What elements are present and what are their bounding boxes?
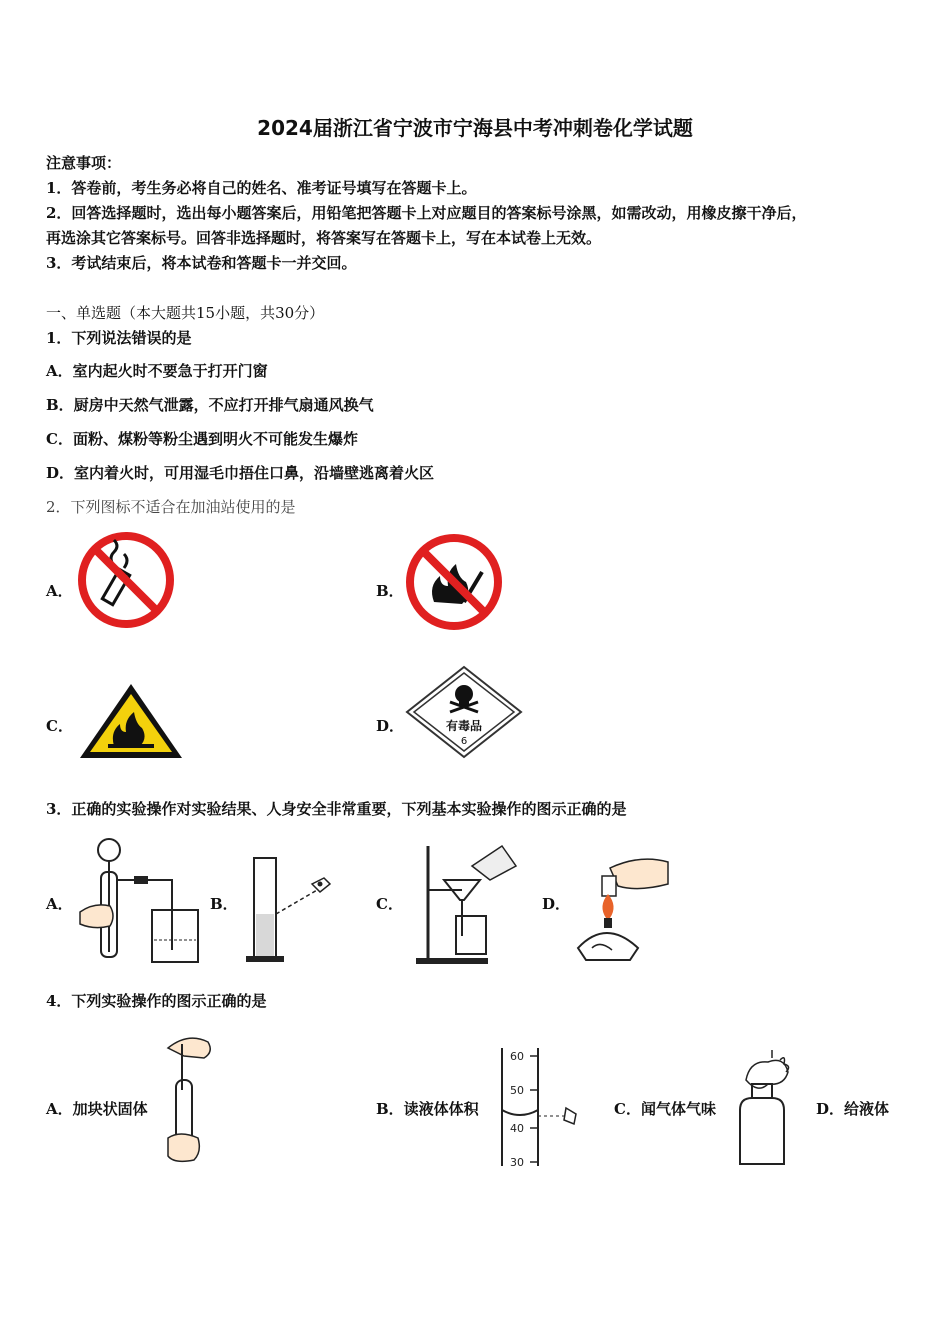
test-tube-adding-solid-icon [160, 1030, 220, 1168]
filtration-apparatus-icon [410, 836, 530, 968]
q2-label-a: A． [46, 582, 73, 600]
q1-option-b: B．厨房中天然气泄露，不应打开排气扇通风换气 [46, 396, 374, 414]
notice-item: 1．答卷前，考生务必将自己的姓名、准考证号填写在答题卡上。 [46, 179, 477, 197]
q1-stem: 1．下列说法错误的是 [46, 329, 192, 347]
notice-heading: 注意事项： [46, 154, 122, 172]
toxic-substance-sign-icon [404, 664, 524, 760]
cylinder-tick-label: 60 [510, 1050, 524, 1063]
q1-option-d: D．室内着火时，可用湿毛巾捂住口鼻，沿墙壁逃离着火区 [46, 464, 435, 482]
q2-label-d: D． [376, 717, 405, 735]
notice-item: 2．回答选择题时，选出每小题答案后，用铅笔把答题卡上对应题目的答案标号涂黑，如需改动，用橡皮擦干净后， [46, 204, 807, 222]
no-open-flame-sign-icon [404, 532, 504, 632]
q2-stem: 2．下列图标不适合在加油站使用的是 [46, 498, 296, 516]
gas-bottle-smelling-icon [724, 1050, 808, 1172]
alcohol-lamp-lighting-icon [570, 848, 680, 968]
q4-option-d: D．给液体 [816, 1100, 890, 1118]
page-title: 2024届浙江省宁波市宁海县中考冲刺卷化学试题 [257, 116, 693, 140]
graduated-cylinder-reading-icon [240, 852, 340, 967]
q4-stem: 4．下列实验操作的图示正确的是 [46, 992, 267, 1010]
notice-item: 再选涂其它答案标号。回答非选择题时，将答案写在答题卡上，写在本试卷上无效。 [46, 229, 602, 247]
notice-item: 3．考试结束后，将本试卷和答题卡一并交回。 [46, 254, 357, 272]
q4-option-c: C．闻气体气味 [614, 1100, 716, 1118]
q2-label-c: C． [46, 717, 73, 735]
q3-label-a: A． [46, 895, 73, 913]
volume-reading-cylinder-icon [494, 1044, 594, 1170]
q3-label-b: B． [210, 895, 238, 913]
flammable-warning-icon [76, 680, 186, 762]
q3-stem: 3．正确的实验操作对实验结果、人身安全非常重要，下列基本实验操作的图示正确的是 [46, 800, 627, 818]
q3-label-d: D． [542, 895, 571, 913]
q1-option-a: A．室内起火时不要急于打开门窗 [46, 362, 268, 380]
cylinder-tick-label: 50 [510, 1084, 524, 1097]
q4-option-a: A．加块状固体 [46, 1100, 148, 1118]
airtightness-check-apparatus-icon [74, 832, 204, 967]
section-heading: 一、单选题（本大题共15小题，共30分） [46, 304, 325, 322]
cylinder-tick-label: 40 [510, 1122, 524, 1135]
q1-option-c: C．面粉、煤粉等粉尘遇到明火不可能发生爆炸 [46, 430, 358, 448]
poison-sign-text: 有毒品 [445, 719, 483, 733]
poison-class-number: 6 [460, 736, 468, 747]
q4-option-b: B．读液体体积 [376, 1100, 479, 1118]
q3-label-c: C． [376, 895, 403, 913]
no-smoking-sign-icon [76, 530, 176, 630]
cylinder-tick-label: 30 [510, 1156, 524, 1169]
q2-label-b: B． [376, 582, 404, 600]
